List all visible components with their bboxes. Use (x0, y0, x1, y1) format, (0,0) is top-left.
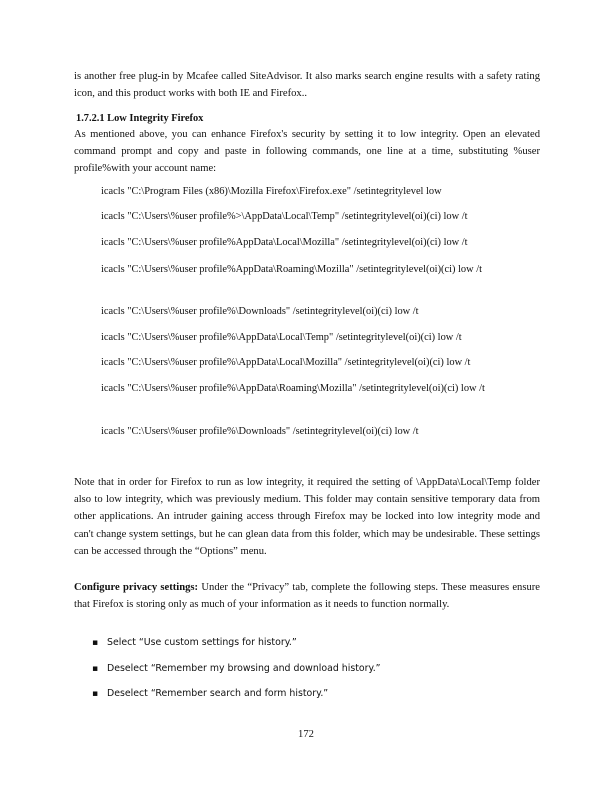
command-line: icacls "C:\Users\%user profile%\AppData\Local\Temp" /setintegritylevel(oi)(ci) low /t (101, 332, 462, 343)
list-item-text: Deselect “Remember search and form history.” (107, 688, 329, 699)
privacy-paragraph (74, 579, 540, 613)
list-item-text: Deselect “Remember my browsing and download history.” (107, 662, 381, 674)
intro-paragraph: is another free plug-in by Mcafee called SiteAdvisor. It also marks search engine results with a safety rating icon, and this product works with both IE and Firefox.. (74, 71, 540, 100)
command-line: icacls "C:\Users\%user profile%>\AppData\Local\Temp" /setintegritylevel(oi)(ci) low /t (101, 211, 468, 222)
command-line: icacls "C:\Program Files (x86)\Mozilla Firefox\Firefox.exe" /setintegritylevel low (101, 186, 442, 197)
list-item (92, 687, 532, 713)
bullet-icon: ▪ (92, 663, 99, 674)
list-item (92, 636, 532, 662)
privacy-steps-list (92, 636, 532, 713)
command-line: icacls "C:\Users\%user profile%\Downloads" /setintegritylevel(oi)(ci) low /t (101, 306, 419, 317)
page-number: 172 (298, 729, 314, 740)
command-line: icacls "C:\Users\%user profile%\AppData\Roaming\Mozilla" /setintegritylevel(oi)(ci) low /t (101, 383, 485, 394)
section-heading: 1.7.2.1 Low Integrity Firefox (76, 113, 204, 124)
command-line: icacls "C:\Users\%user profile%\AppData\Local\Mozilla" /setintegritylevel(oi)(ci) low /t (101, 357, 471, 368)
command-line: icacls "C:\Users\%user profile%AppData\Roaming\Mozilla" /setintegritylevel(oi)(ci) low /t (101, 264, 483, 275)
command-line: icacls "C:\Users\%user profile%\Downloads" /setintegritylevel(oi)(ci) low /t (101, 426, 419, 437)
section-intro-paragraph: As mentioned above, you can enhance Firefox's security by setting it to low integrity. Open an elevated command prompt and copy and paste in following commands, one line at a time, substituting %user profile%with your account name: (74, 129, 540, 175)
privacy-text: Under the “Privacy” tab, complete the following steps. These measures ensure that Firefox is storing only as much of your information as it needs to function normally. (74, 582, 540, 611)
bullet-icon: ▪ (92, 638, 99, 648)
list-item (92, 662, 532, 688)
privacy-label: Configure privacy settings: (74, 582, 199, 593)
command-line: icacls "C:\Users\%user profile%AppData\Local\Mozilla" /setintegritylevel(oi)(ci) low /t (101, 237, 468, 248)
list-item-text: Select “Use custom settings for history.” (107, 637, 297, 648)
bullet-icon: ▪ (92, 689, 99, 699)
note-paragraph: Note that in order for Firefox to run as low integrity, it required the setting of \AppData\Local\Temp folder also to low integrity, which was previously medium. This folder may contain sensitive temporary data from other applications. An intruder gaining access through Firefox may be locked into low integrity mode and can't change system settings, but he can glean data from this folder, which may be undesirable. These settings can be accessed through the “Options” menu. (74, 477, 540, 557)
